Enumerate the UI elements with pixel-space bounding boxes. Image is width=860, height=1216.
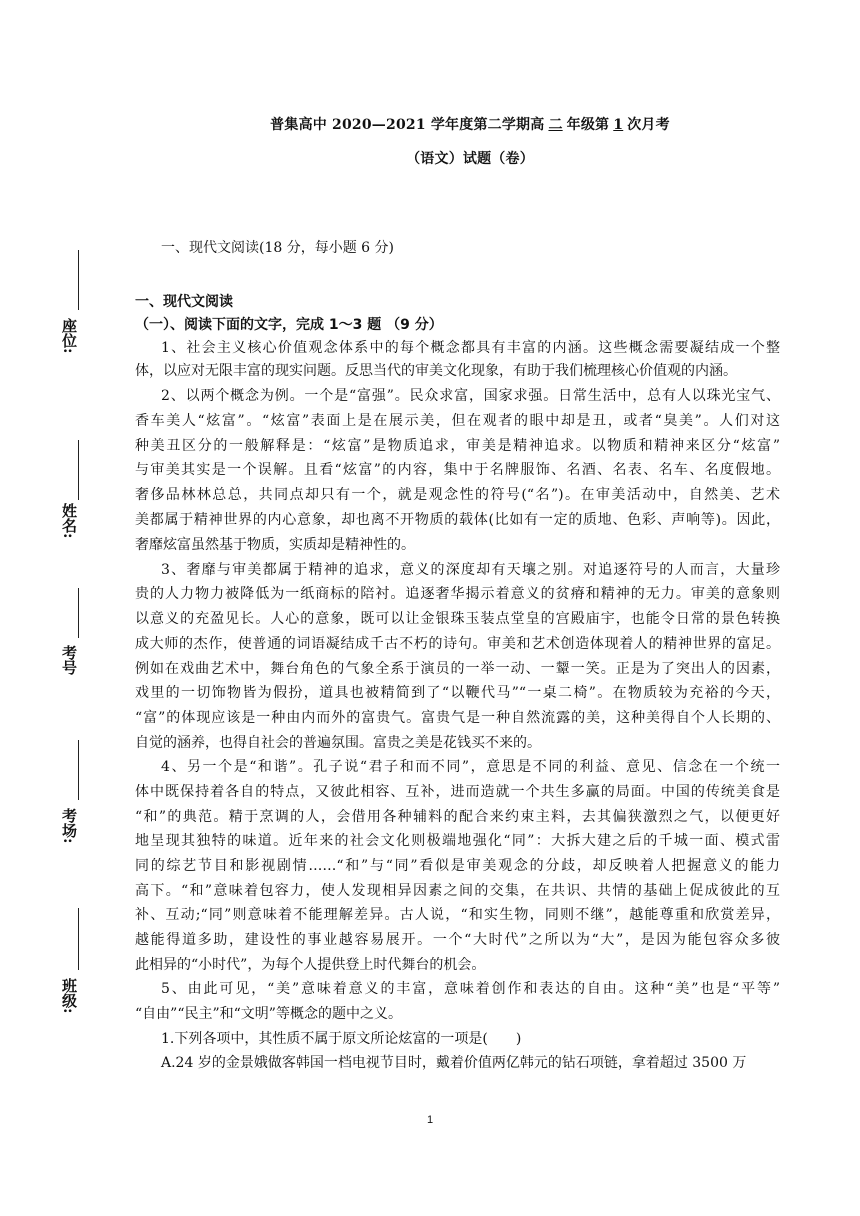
- page-number: 1: [426, 1114, 434, 1126]
- passage-line: 此相异的“小时代”，为每个人提供登上时代舞台的机会。: [135, 957, 486, 973]
- exam-room-line: [78, 740, 79, 800]
- passage-line: 1、社会主义核心价值观念体系中的每个概念都具有丰富的内涵。这些概念需要凝结成一个整: [161, 340, 780, 356]
- class-line: [78, 908, 79, 970]
- passage-line: 体，以应对无限丰富的现实问题。反思当代的审美文化现象，有助于我们梳理核心价值观的内涵。: [135, 363, 737, 379]
- exam-no-line: [78, 588, 79, 638]
- passage-line: 补、互动;“同”则意味着不能理解差异。古人说，“和实生物，同则不继”，越能尊重和欣赏差异，: [135, 907, 780, 923]
- passage-line: 贵的人力物力被降低为一纸商标的陪衬。追逐奢华揭示着意义的贫瘠和精神的无力。审美的意象则: [135, 586, 780, 602]
- title-grade: 二: [548, 117, 563, 133]
- name-line: [78, 440, 79, 500]
- passage-line: 地呈现其独特的味道。近年来的社会文化则极端地强化“同”：大拆大建之后的千城一面、模式雷: [135, 833, 780, 849]
- name-label: [58, 503, 80, 539]
- side-label-text: 考场:: [60, 808, 78, 844]
- passage-line: 自觉的涵养，也得自社会的普遍氛围。富贵之美是花钱买不来的。: [135, 735, 541, 751]
- passage-line: 体中既保持着各自的特点，又彼此相容、互补，进而造就一个共生多赢的局面。中国的传统美食是: [135, 784, 780, 800]
- seat-label: [58, 318, 80, 354]
- section-intro: 一、现代文阅读(18 分，每小题 6 分): [161, 240, 394, 256]
- side-label-text: 班级:: [60, 978, 78, 1014]
- passage-line: 香车美人“炫富”。“炫富”表面上是在展示美，但在观者的眼中却是丑，或者“臭美”。人们对这: [135, 413, 780, 429]
- passage-line: A.24 岁的金景娥做客韩国一档电视节目时，戴着价值两亿韩元的钻石项链，拿着超过 3500 万: [161, 1055, 747, 1071]
- title-num: 1: [613, 117, 624, 133]
- passage-line: “自由”“民主”和“文明”等概念的题中之义。: [135, 1006, 402, 1022]
- side-label-text: 考号: [60, 645, 78, 675]
- passage-line: 同的综艺节目和影视剧情……“和”与“同”看似是审美观念的分歧，却反映着人把握意义的能力: [135, 858, 780, 874]
- passage-line: 美都属于精神世界的内心意象，却也离不开物质的载体(比如有一定的质地、色彩、声响等)。因此，: [135, 512, 780, 528]
- passage-line: 戏里的一切饰物皆为假扮，道具也被精简到了“以鞭代马”“一桌二椅”。在物质较为充裕的今天，: [135, 685, 780, 701]
- exam-room-label: [58, 808, 80, 844]
- passage-line: 4、另一个是“和谐”。孔子说“君子和而不同”，意思是不同的利益、意见、信念在一个统一: [161, 759, 780, 775]
- title-suffix: 次月考: [627, 117, 670, 133]
- passage-line: 越能得道多助，建设性的事业越容易展开。一个“大时代”之所以为“大”，是因为能包容众多彼: [135, 932, 780, 948]
- passage-line: 种美丑区分的一般解释是：“炫富”是物质追求，审美是精神追求。以物质和精神来区分“炫富”: [135, 438, 780, 454]
- passage-line: “富”的体现应该是一种由内而外的富贵气。富贵气是一种自然流露的美，这种美得自个人长期的、: [135, 710, 780, 726]
- passage-line: 3、奢靡与审美都属于精神的追求，意义的深度却有天壤之别。对追逐符号的人而言，大量珍: [161, 562, 780, 578]
- passage-line: 成大师的杰作，使普通的词语凝结成千古不朽的诗句。审美和艺术创造体现着人的精神世界的富足。: [135, 636, 780, 652]
- passage-line: 以意义的充盈见长。人心的意象，既可以让金银珠玉装点堂皇的宫殿庙宇，也能令日常的景色转换: [135, 611, 780, 627]
- seat-line: [78, 250, 79, 310]
- passage-line: 奢侈品林林总总，共同点却只有一个，就是观念性的符号(“名”)。在审美活动中，自然美、艺术: [135, 487, 780, 503]
- passage-line: “和”的典范。精于烹调的人，会借用各种辅料的配合来约束主料，去其偏狭激烈之气，以便更好: [135, 809, 780, 825]
- side-label-text: 姓名:: [60, 503, 78, 539]
- passage-line: 例如在戏曲艺术中，舞台角色的气象全系于演员的一举一动、一颦一笑。正是为了突出人的因素，: [135, 661, 780, 677]
- section-title: 一、现代文阅读: [135, 294, 233, 310]
- side-label-text: 座位:: [60, 318, 78, 354]
- exam-subtitle: （语文）试题（卷）: [406, 151, 534, 167]
- sub-title: （一）、阅读下面的文字，完成 1～3 题 （9 分）: [135, 317, 443, 333]
- passage-line: 1.下列各项中，其性质不属于原文所论炫富的一项是( ): [161, 1031, 522, 1047]
- passage-line: 与审美其实是一个误解。且看“炫富”的内容，集中于名牌服饰、名酒、名表、名车、名度假地。: [135, 462, 780, 478]
- title-prefix: 普集高中 2020—2021 学年度第二学期高: [270, 117, 545, 133]
- title-mid: 年级第: [566, 117, 610, 133]
- passage-line: 5、由此可见，“美”意味着意义的丰富，意味着创作和表达的自由。这种“美”也是“平等”: [161, 981, 780, 997]
- passage-line: 高下。“和”意味着包容力，使人发现相异因素之间的交集，在共识、共情的基础上促成彼此的互: [135, 883, 780, 899]
- exam-no-label: [58, 645, 80, 675]
- class-label: [58, 978, 80, 1014]
- passage-line: 奢靡炫富虽然基于物质，实质却是精神性的。: [135, 537, 415, 553]
- passage-line: 2、以两个概念为例。一个是“富强”。民众求富，国家求强。日常生活中，总有人以珠光宝气、: [161, 388, 780, 404]
- exam-title: [80, 114, 860, 134]
